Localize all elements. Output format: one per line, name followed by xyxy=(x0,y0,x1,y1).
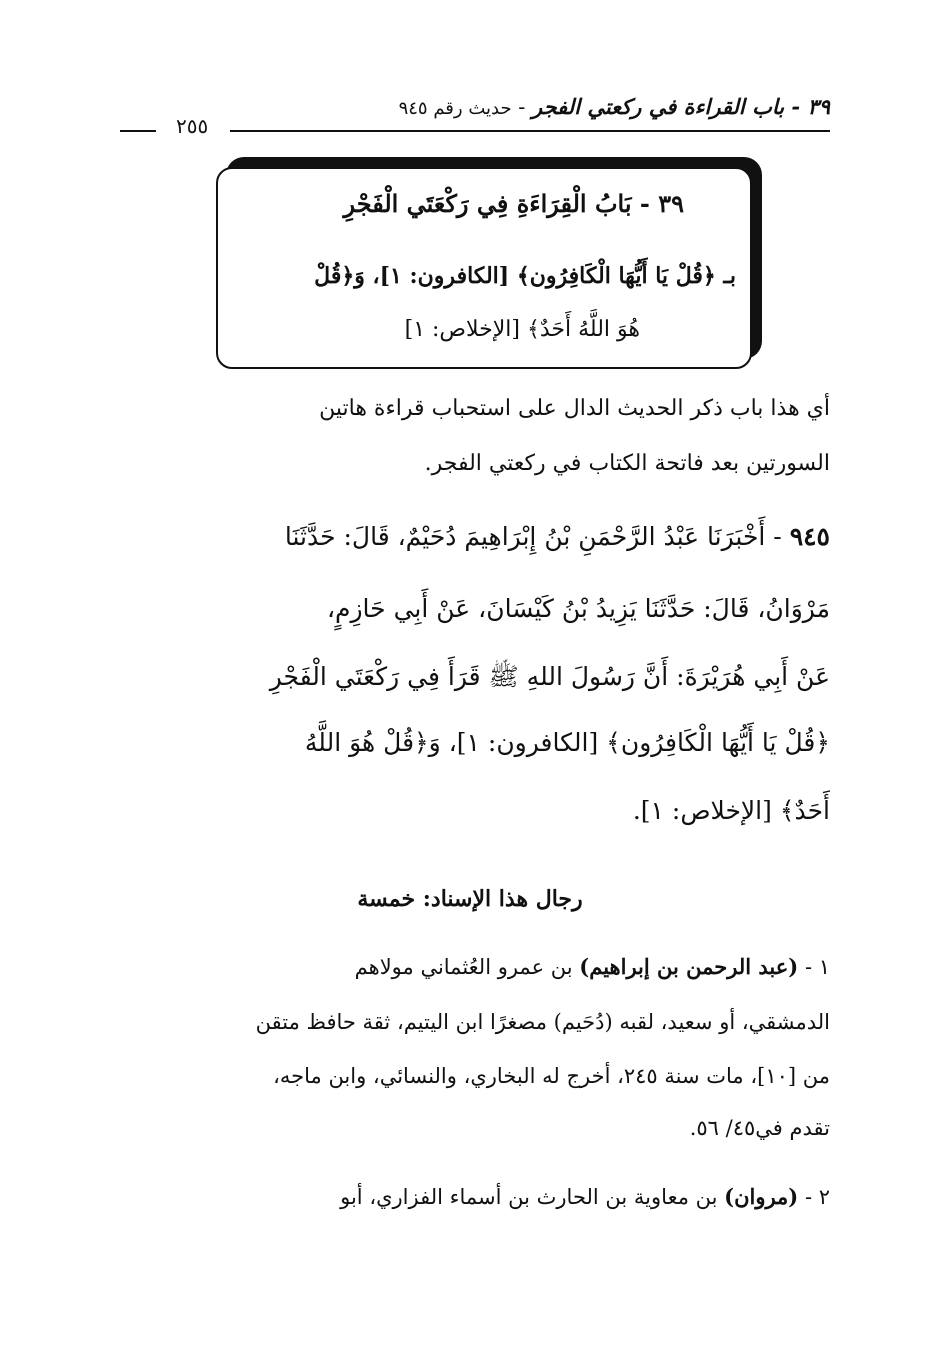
narrator-1-line-4: تقدم في٤٥/ ٥٦. xyxy=(689,1116,830,1140)
chapter-verse-line-2: هُوَ اللَّهُ أَحَدٌ﴾ [الإخلاص: ١] xyxy=(404,317,640,342)
hadith-reference: حديث رقم ٩٤٥ xyxy=(398,98,512,119)
header-title xyxy=(399,94,830,119)
hadith-line-3: عَنْ أَبِي هُرَيْرَةَ: أَنَّ رَسُولَ اللهِ ﷺ قَرَأَ فِي رَكْعَتَي الْفَجْرِ xyxy=(269,662,830,691)
page-number-rule xyxy=(120,130,156,132)
hadith-line-1 xyxy=(130,524,830,549)
narrator-name: (عبد الرحمن بن إبراهيم) xyxy=(579,954,799,979)
chapter-title: ٣٩ - بَابُ الْقِرَاءَةِ فِي رَكْعَتَي الْفَجْرِ xyxy=(343,189,684,218)
section-title: رجال هذا الإسناد: خمسة xyxy=(357,886,583,912)
narrator-number: ١ - xyxy=(804,955,830,979)
chapter-verse-line-1: بـ ﴿قُلْ يَا أَيُّهَا الْكَافِرُون﴾ [الكافرون: ١]، وَ﴿قُلْ xyxy=(314,263,736,289)
narrator-name: (مروان) xyxy=(724,1184,799,1209)
hadith-line-4: ﴿قُلْ يَا أَيُّهَا الْكَافِرُون﴾ [الكافرون: ١]، وَ﴿قُلْ هُوَ اللَّهُ xyxy=(304,728,830,757)
header-separator: - xyxy=(511,95,533,119)
narrator-1-line-2: الدمشقي، أو سعيد، لقبه (دُحَيم) مصغرًا ابن اليتيم، ثقة حافظ متقن xyxy=(255,1010,830,1034)
narrator-text: بن معاوية بن الحارث بن أسماء الفزاري، أبو xyxy=(340,1185,718,1209)
hadith-number: ٩٤٥ xyxy=(789,522,830,551)
hadith-text: - أَخْبَرَنَا عَبْدُ الرَّحْمَنِ بْنُ إِبْرَاهِيمَ دُحَيْمٌ، قَالَ: حَدَّثَنَا xyxy=(284,522,782,551)
narrator-number: ٢ - xyxy=(804,1185,830,1209)
intro-line-2: السورتين بعد فاتحة الكتاب في ركعتي الفجر. xyxy=(424,451,830,476)
narrator-text: بن عمرو العُثماني مولاهم xyxy=(354,955,573,979)
narrator-2-line-1 xyxy=(130,1186,830,1208)
chapter-box xyxy=(216,157,762,369)
header-rule xyxy=(230,130,830,132)
narrator-1-line-3: من [١٠]، مات سنة ٢٤٥، أخرج له البخاري، والنسائي، وابن ماجه، xyxy=(273,1064,830,1088)
box-frame xyxy=(216,167,752,369)
narrator-1-line-1 xyxy=(130,956,830,978)
hadith-line-5: أَحَدٌ﴾ [الإخلاص: ١]. xyxy=(632,796,830,825)
running-header xyxy=(120,88,830,138)
page-number: ٢٥٥ xyxy=(176,114,209,138)
intro-line-1: أي هذا باب ذكر الحديث الدال على استحباب قراءة هاتين xyxy=(319,396,830,421)
hadith-line-2: مَرْوَانُ، قَالَ: حَدَّثَنَا يَزِيدُ بْنُ كَيْسَانَ، عَنْ أَبِي حَازِمٍ، xyxy=(326,594,830,623)
chapter-heading: ٣٩ - باب القراءة في ركعتي الفجر xyxy=(532,94,830,119)
